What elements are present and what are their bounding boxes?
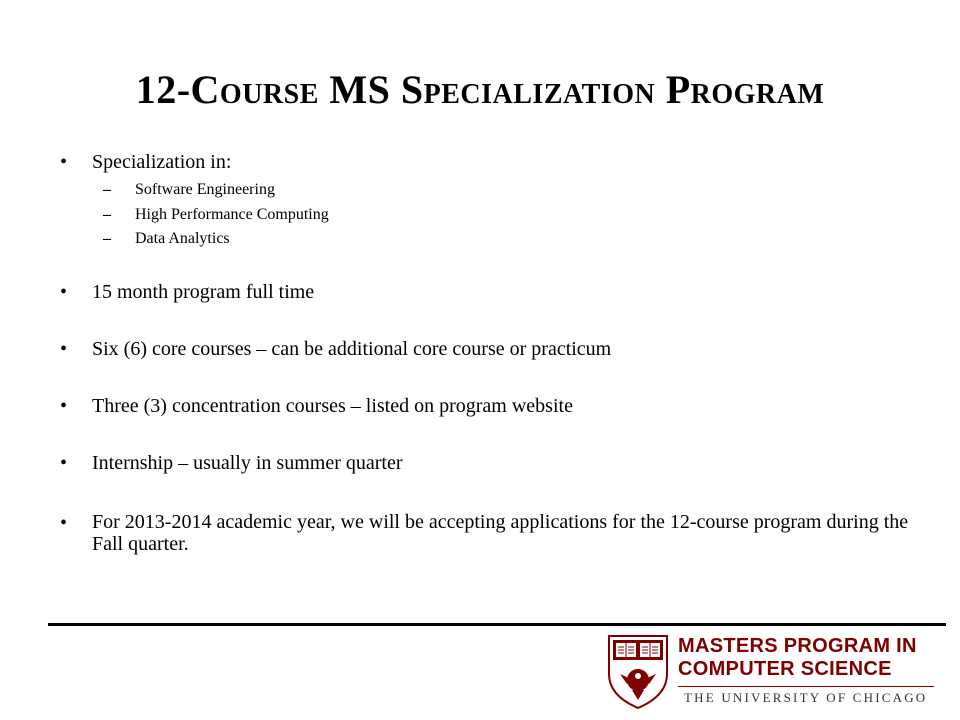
sub-text: High Performance Computing	[135, 206, 329, 223]
bullet-dot: •	[60, 281, 68, 303]
bullet-dot: •	[60, 338, 68, 360]
sub-text: Software Engineering	[135, 181, 275, 198]
sub-text: Data Analytics	[135, 230, 230, 247]
program-logo	[606, 634, 936, 710]
logo-line-university: THE UNIVERSITY OF CHICAGO	[684, 690, 928, 705]
bullet-text: Internship – usually in summer quarter	[92, 452, 403, 474]
university-crest-icon	[606, 634, 670, 710]
bullet-text: Six (6) core courses – can be additional core course or practicum	[92, 338, 612, 360]
sub-dash: –	[103, 206, 111, 223]
bullet-dot: •	[60, 395, 68, 417]
bullet-text: Three (3) concentration courses – listed on program website	[92, 395, 573, 417]
slide-title: 12-Course MS Specialization Program	[135, 67, 825, 112]
sub-dash: –	[103, 181, 111, 198]
bullet-dot: •	[60, 512, 68, 534]
bullet-text: Specialization in:	[92, 151, 232, 173]
bullet-text: For 2013-2014 academic year, we will be accepting applications for the 12-course program during the Fall quarter.	[92, 511, 909, 555]
bullet-dot: •	[60, 151, 68, 173]
footer-divider	[48, 623, 946, 626]
logo-line-program: MASTERS PROGRAM IN	[678, 635, 917, 657]
sub-dash: –	[103, 230, 111, 247]
logo-divider	[678, 686, 934, 687]
bullet-text: 15 month program full time	[92, 281, 315, 303]
logo-line-subject: COMPUTER SCIENCE	[678, 658, 892, 680]
bullet-dot: •	[60, 452, 68, 474]
